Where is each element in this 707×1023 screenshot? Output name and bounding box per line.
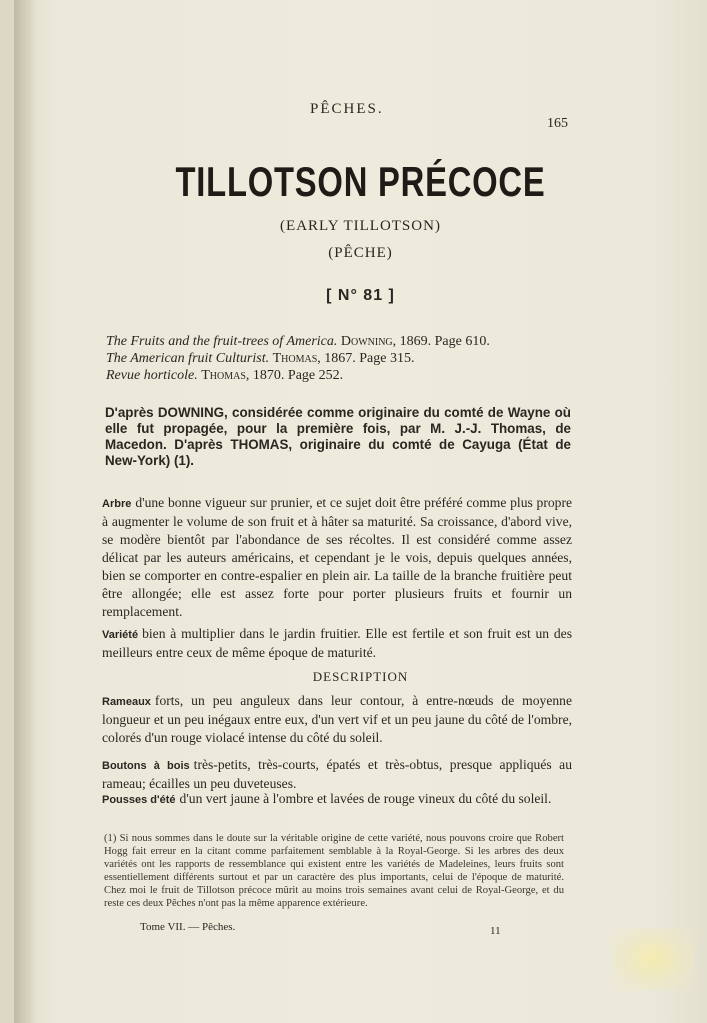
running-header: PÊCHES.: [310, 101, 384, 117]
paragraph-lead: Variété: [102, 629, 139, 641]
description-rameaux: Rameaux forts, un peu anguleux dans leur contour, à entre-nœuds de moyenne longueur et un peu inégaux entre eux, d'un vert vif et un peu jaune du côté de l'ombre, colorés d'un rouge violacé intense du côté du soleil.: [102, 693, 572, 745]
catalog-number: [ N° 81 ]: [326, 287, 395, 304]
type-subtitle: (PÊCHE): [328, 245, 393, 261]
footer-volume: Tome VII. — Pêches.: [140, 921, 236, 933]
book-spine-shadow: [14, 0, 36, 1023]
bibliographic-references: [106, 333, 626, 384]
reference-line: Revue horticole. Thomas, 1870. Page 252.: [106, 368, 344, 383]
book-page: [14, 0, 707, 1023]
english-subtitle: (EARLY TILLOTSON): [280, 218, 441, 234]
reference-line: The Fruits and the fruit-trees of America. Downing, 1869. Page 610.: [106, 334, 490, 349]
page-title: TILLOTSON PRÉCOCE: [175, 158, 546, 205]
paragraph-lead: Rameaux: [102, 696, 151, 708]
description-pousses: Pousses d'été d'un vert jaune à l'ombre et lavées de rouge vineux du côté du soleil.: [102, 791, 552, 806]
paragraph-arbre: Arbre d'une bonne vigueur sur prunier, et ce sujet doit être préféré comme plus propre à augmenter le volume de son fruit et à hâter sa maturité. Sa croissance, d'abord vive, se modère bientôt par l'abondance de ses récoltes. Il est considéré comme assez délicat par les auteurs américains, et cependant je le vois, depuis quelques années, bien se comporter en contre-espalier en plein air. La taille de la branche fruitière peut être allongée; elle est assez forte pour porter plusieurs fruits et fournir un remplacement.: [102, 495, 572, 619]
footnote: (1) Si nous sommes dans le doute sur la véritable origine de cette variété, nous pouvons croire que Robert Hogg fait erreur en la citant comme parfaitement semblable à la Royal-George. Si les arbres des deux variétés ont les rapports de ressemblance qui existent entre les variétés de Madeleines, leurs fruits sont essentiellement différents surtout et par un caractère des plus importants, celui de l'époque de maturité. Chez moi le fruit de Tillotson précoce mûrit au moins trois semaines avant celui de Royal-George, et du reste ces deux Pêches n'ont pas la même apparence extérieure.: [104, 833, 564, 909]
footer-signature: 11: [490, 925, 501, 937]
description-boutons: Boutons à bois très-petits, très-courts, épatés et très-obtus, presque appliqués au rameau; écailles un peu duveteuses.: [102, 757, 572, 791]
origin-paragraph: D'après DOWNING, considérée comme originaire du comté de Wayne où elle fut propagée, pour la première fois, par M. J.-J. Thomas, de Macedon. D'après THOMAS, originaire du comté de Cayuga (État de New-York) (1).: [105, 405, 571, 468]
reference-line: The American fruit Culturist. Thomas, 1867. Page 315.: [106, 351, 415, 366]
paper-stain: [612, 928, 694, 990]
paragraph-lead: Pousses d'été: [102, 794, 176, 806]
paragraph-lead: Arbre: [102, 498, 132, 510]
description-heading: DESCRIPTION: [312, 669, 409, 684]
page-number: 165: [547, 116, 568, 131]
paragraph-variete: Variété bien à multiplier dans le jardin fruitier. Elle est fertile et son fruit est un des meilleurs entre ceux de même époque de maturité.: [102, 626, 572, 660]
paragraph-lead: Boutons à bois: [102, 760, 190, 772]
